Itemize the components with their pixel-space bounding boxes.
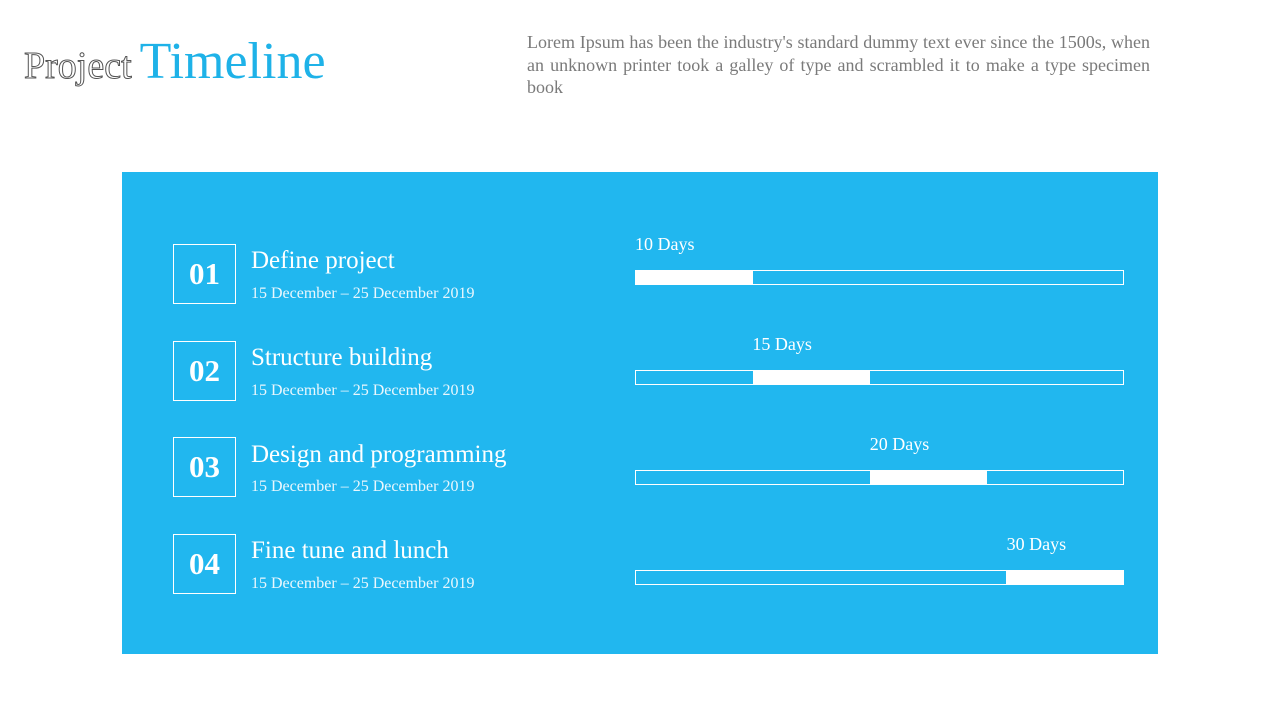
page-title [24,33,326,90]
step-2-number-box: 02 [173,341,236,401]
step-1-number-box: 01 [173,244,236,304]
step-2-duration-fill [753,371,870,384]
step-4-duration-label: 30 Days [1006,534,1067,554]
step-1-duration-fill [636,271,753,284]
step-3-duration-fill [870,471,987,484]
step-1-duration-label: 10 Days [635,234,695,254]
timeline-panel [122,172,1158,654]
step-4-duration-track [635,570,1124,585]
step-3-duration-label: 20 Days [869,434,930,454]
step-1-duration-track [635,270,1124,285]
step-3-title: Design and programming [251,441,507,468]
step-4-number-box: 04 [173,534,236,594]
step-3-number-box: 03 [173,437,236,497]
intro-text: Lorem Ipsum has been the industry's standard dummy text ever since the 1500s, when an unknown printer took a galley of type and scrambled it to make a type specimen book [527,32,1150,97]
step-2-duration-track [635,370,1124,385]
step-2-date: 15 December – 25 December 2019 [251,382,475,399]
page-title-accent-word: Timeline [139,33,326,90]
step-3-duration-track [635,470,1124,485]
step-1-title: Define project [251,247,395,274]
step-2-title: Structure building [251,344,433,371]
step-1-date: 15 December – 25 December 2019 [251,285,475,302]
step-4-title: Fine tune and lunch [251,537,449,564]
step-4-duration-fill [1006,571,1123,584]
step-4-date: 15 December – 25 December 2019 [251,575,475,592]
page-title-outline-word: Project [24,45,132,87]
step-3-date: 15 December – 25 December 2019 [251,478,475,495]
step-2-duration-label: 15 Days [752,334,812,354]
